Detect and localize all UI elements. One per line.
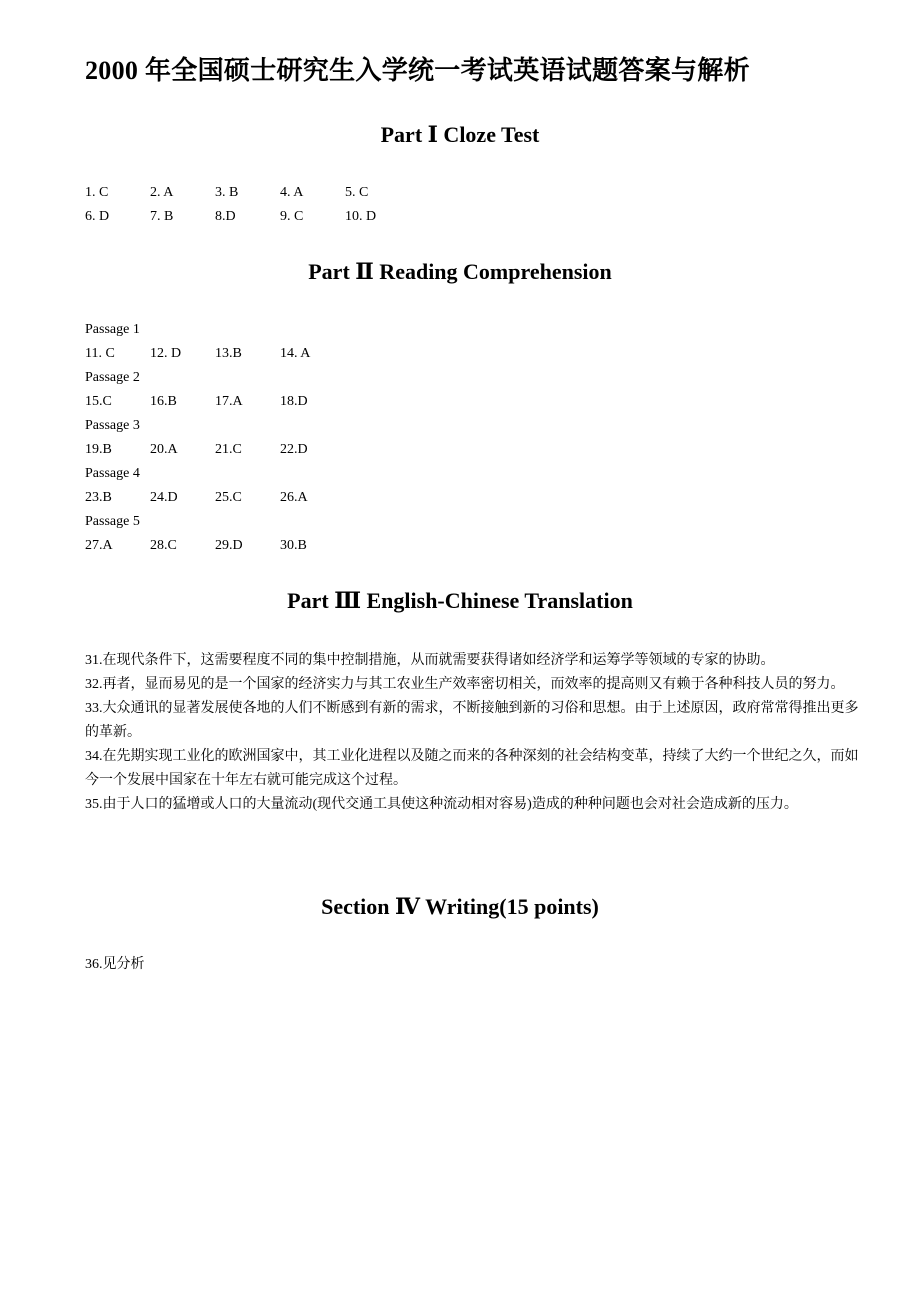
translation-item: 35.由于人口的猛增或人口的大量流动(现代交通工具使这种流动相对容易)造成的种种问题也会对社会造成新的压力。 [85,797,798,812]
answer-row [85,438,345,462]
answer-cell: 17.A [215,394,243,409]
answer-cell: 14. A [280,346,311,361]
passage-label: Passage 4 [85,466,140,481]
answer-cell: 12. D [150,346,182,361]
answer-cell: 7. B [150,209,174,224]
answer-cell: 25.C [215,490,242,505]
translation-item: 33.大众通讯的显著发展使各地的人们不断感到有新的需求，不断接触到新的习俗和思想。由于上述原因，政府常常得推出更多的革新。 [85,701,859,740]
passage-label: Passage 2 [85,370,140,385]
answer-cell: 5. C [345,185,369,200]
answer-row [85,205,410,229]
answer-cell: 15.C [85,394,112,409]
answer-cell: 13.B [215,346,242,361]
passage-label: Passage 1 [85,322,140,337]
answer-cell: 23.B [85,490,112,505]
answer-cell: 9. C [280,209,304,224]
answer-row [85,342,345,366]
answer-cell: 1. C [85,185,109,200]
part4-heading: Section Ⅳ Writing(15 points) [321,894,599,919]
passage-label: Passage 5 [85,514,140,529]
translation-answers [85,649,870,817]
answer-row [85,534,345,558]
answer-cell: 16.B [150,394,177,409]
answer-cell: 10. D [345,209,377,224]
part3-heading: Part Ⅲ English-Chinese Translation [287,588,633,613]
part1-heading: Part Ⅰ Cloze Test [380,122,540,147]
cloze-answer-grid [85,181,410,229]
translation-item: 31.在现代条件下，这需要程度不同的集中控制措施，从而就需要获得诸如经济学和运筹学等领域的专家的协助。 [85,653,775,668]
answer-cell: 24.D [150,490,178,505]
document-title: 2000 年全国硕士研究生入学统一考试英语试题答案与解析 [85,56,750,85]
answer-cell: 19.B [85,442,112,457]
answer-cell: 8.D [215,209,236,224]
answer-cell: 29.D [215,538,243,553]
answer-cell: 18.D [280,394,308,409]
answer-cell: 6. D [85,209,110,224]
answer-cell: 3. B [215,185,239,200]
answer-cell: 4. A [280,185,304,200]
answer-cell: 21.C [215,442,242,457]
passage-label: Passage 3 [85,418,140,433]
answer-cell: 26.A [280,490,308,505]
answer-cell: 28.C [150,538,177,553]
answer-cell: 22.D [280,442,308,457]
answer-cell: 20.A [150,442,178,457]
writing-answer: 36.见分析 [85,957,145,972]
answer-row [85,390,345,414]
answer-row [85,486,345,510]
translation-item: 32.再者，显而易见的是一个国家的经济实力与其工农业生产效率密切相关，而效率的提高则又有赖于各种科技人员的努力。 [85,677,845,692]
part2-heading: Part Ⅱ Reading Comprehension [308,259,612,284]
translation-item: 34.在先期实现工业化的欧洲国家中，其工业化进程以及随之而来的各种深刻的社会结构变革，持续了大约一个世纪之久，而如今一个发展中国家在十年左右就可能完成这个过程。 [85,749,859,788]
answer-cell: 2. A [150,185,174,200]
answer-cell: 11. C [85,346,115,361]
answer-cell: 27.A [85,538,113,553]
reading-answer-grid [85,318,345,558]
answer-cell: 30.B [280,538,307,553]
answer-row [85,181,410,205]
